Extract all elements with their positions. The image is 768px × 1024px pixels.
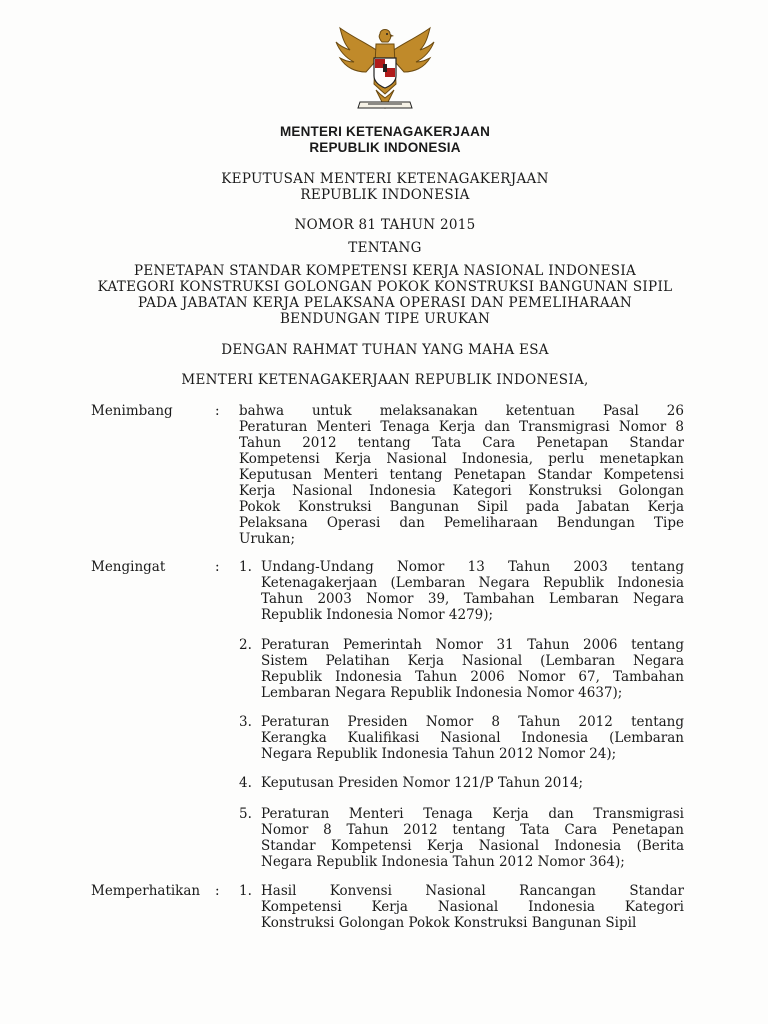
item-number: 1. — [239, 559, 252, 575]
decree-title-line2: REPUBLIK INDONESIA — [300, 187, 470, 203]
mengingat-item — [239, 806, 684, 870]
menimbang-line: Tahun 2012 tentang Tata Cara Penetapan Standar — [239, 435, 684, 451]
invocation: DENGAN RAHMAT TUHAN YANG MAHA ESA — [221, 342, 549, 358]
mengingat-item — [239, 775, 684, 791]
ministry-title-line2: REPUBLIK INDONESIA — [309, 140, 461, 155]
menimbang-line: Urukan; — [239, 531, 295, 547]
decree-title-line1: KEPUTUSAN MENTERI KETENAGAKERJAAN — [221, 171, 549, 187]
item-line: Kerangka Kualifikasi Nasional Indonesia (Lembaran — [261, 730, 684, 746]
mengingat-label: Mengingat — [91, 559, 166, 575]
garuda-emblem-icon — [332, 24, 438, 118]
menimbang-line: Keputusan Menteri tentang Penetapan Standar Kompetensi — [239, 467, 684, 483]
memperhatikan-item — [239, 883, 684, 931]
decree-subject-line: BENDUNGAN TIPE URUKAN — [279, 311, 491, 327]
menimbang-line: Kompetensi Kerja Nasional Indonesia, perlu menetapkan — [239, 451, 684, 467]
menimbang-line: Peraturan Menteri Tenaga Kerja dan Transmigrasi Nomor 8 — [239, 419, 684, 435]
mengingat-item — [239, 637, 684, 701]
item-line: Lembaran Negara Republik Indonesia Nomor 4637); — [261, 685, 623, 701]
item-line: Peraturan Pemerintah Nomor 31 Tahun 2006 tentang — [261, 637, 684, 653]
item-number: 2. — [239, 637, 252, 653]
menimbang-colon: : — [215, 403, 220, 419]
item-line: Hasil Konvensi Nasional Rancangan Standar — [261, 883, 684, 899]
menimbang-line: Pelaksana Operasi dan Pemeliharaan Bendungan Tipe — [239, 515, 684, 531]
mengingat-item — [239, 714, 684, 762]
item-line: Negara Republik Indonesia Tahun 2012 Nomor 24); — [261, 746, 617, 762]
ministry-title-line1: MENTERI KETENAGAKERJAAN — [279, 124, 491, 139]
memperhatikan-label: Memperhatikan — [91, 883, 201, 899]
item-number: 4. — [239, 775, 252, 791]
item-number: 1. — [239, 883, 252, 899]
item-line: Republik Indonesia Tahun 2006 Nomor 67, Tambahan — [261, 669, 684, 685]
decree-subject-line: KATEGORI KONSTRUKSI GOLONGAN POKOK KONSTRUKSI BANGUNAN SIPIL — [97, 279, 673, 295]
item-line: Negara Republik Indonesia Tahun 2012 Nomor 364); — [261, 854, 625, 870]
item-line: Kompetensi Kerja Nasional Indonesia Kategori — [261, 899, 684, 915]
item-line: Konstruksi Golongan Pokok Konstruksi Bangunan Sipil — [261, 915, 637, 931]
decree-subject-line: PENETAPAN STANDAR KOMPETENSI KERJA NASIONAL INDONESIA — [133, 263, 637, 279]
item-number: 5. — [239, 806, 252, 822]
menimbang-line: bahwa untuk melaksanakan ketentuan Pasal 26 — [239, 403, 684, 419]
item-line: Tahun 2003 Nomor 39, Tambahan Lembaran Negara — [261, 591, 684, 607]
decree-subject-line: PADA JABATAN KERJA PELAKSANA OPERASI DAN PEMELIHARAAN — [137, 295, 633, 311]
mengingat-colon: : — [215, 559, 220, 575]
item-line: Republik Indonesia Nomor 4279); — [261, 607, 494, 623]
decree-about: TENTANG — [348, 240, 422, 256]
item-line: Peraturan Menteri Tenaga Kerja dan Transmigrasi — [261, 806, 684, 822]
authority: MENTERI KETENAGAKERJAAN REPUBLIK INDONESIA, — [181, 372, 589, 388]
item-number: 3. — [239, 714, 252, 730]
item-line: Ketenagakerjaan (Lembaran Negara Republik Indonesia — [261, 575, 684, 591]
memperhatikan-colon: : — [215, 883, 220, 899]
item-line: Undang-Undang Nomor 13 Tahun 2003 tentang — [261, 559, 684, 575]
item-line: Peraturan Presiden Nomor 8 Tahun 2012 tentang — [261, 714, 684, 730]
item-line: Sistem Pelatihan Kerja Nasional (Lembaran Negara — [261, 653, 684, 669]
menimbang-label: Menimbang — [91, 403, 173, 419]
menimbang-line: Kerja Nasional Indonesia Kategori Konstruksi Golongan — [239, 483, 684, 499]
menimbang-text — [239, 403, 684, 547]
item-line: Keputusan Presiden Nomor 121/P Tahun 2014; — [261, 775, 584, 791]
item-line: Nomor 8 Tahun 2012 tentang Tata Cara Penetapan — [261, 822, 684, 838]
item-line: Standar Kompetensi Kerja Nasional Indonesia (Berita — [261, 838, 684, 854]
mengingat-item — [239, 559, 684, 623]
menimbang-line: Pokok Konstruksi Bangunan Sipil pada Jabatan Kerja — [239, 499, 684, 515]
decree-number: NOMOR 81 TAHUN 2015 — [294, 217, 476, 233]
